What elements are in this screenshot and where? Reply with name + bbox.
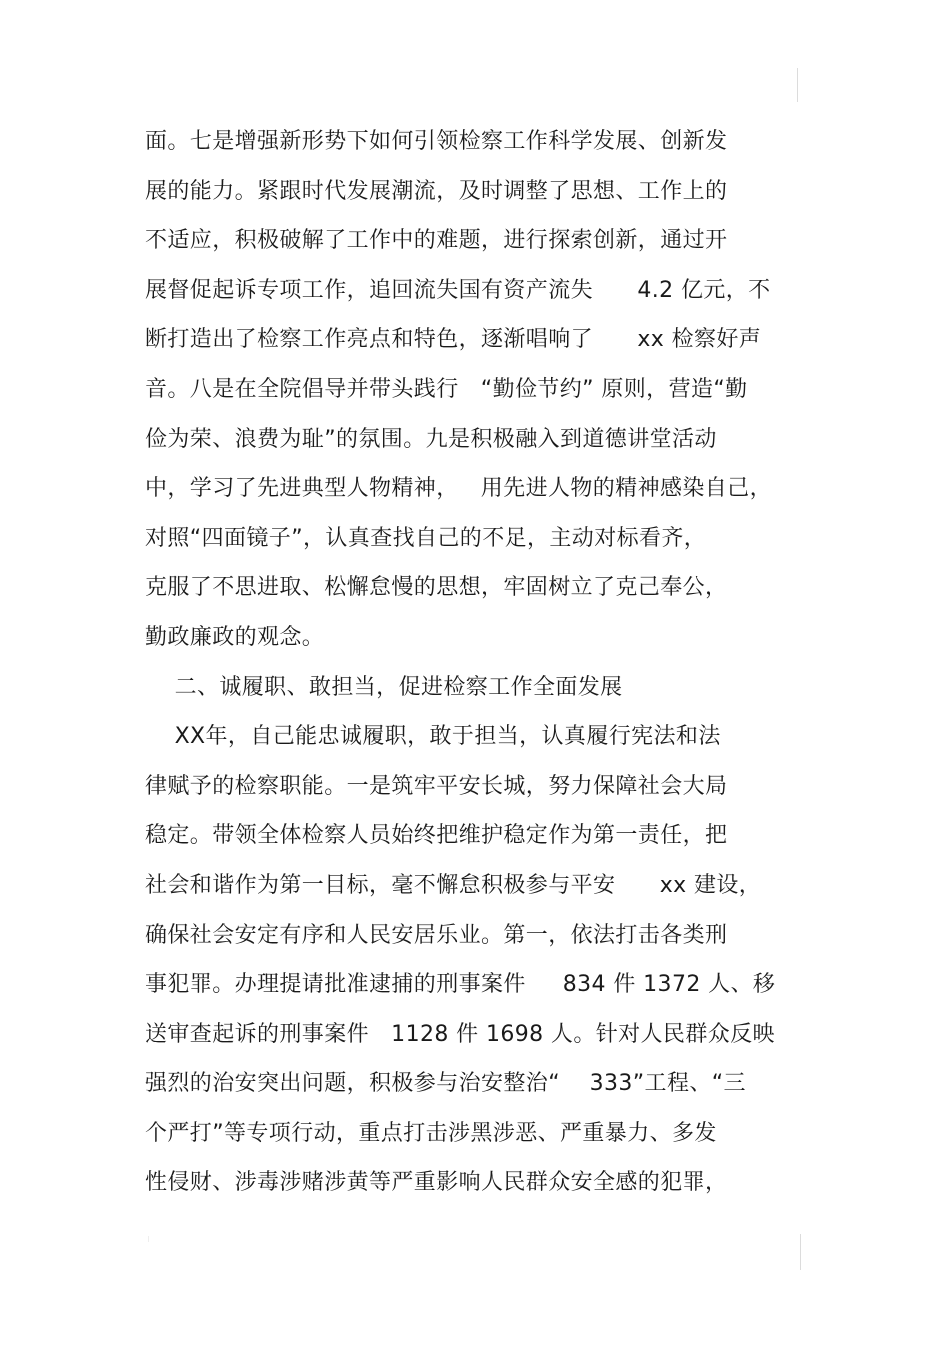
page-edge-mark [148, 1236, 149, 1242]
text-line: 中，学习了先进典型人物精神， 用先进人物的精神感染自己， [145, 476, 772, 502]
text-line: 性侵财、涉毒涉赌涉黄等严重影响人民群众安全感的犯罪， [145, 1170, 728, 1196]
text-line: 稳定。带领全体检察人员始终把维护稳定作为第一责任，把 [145, 823, 728, 849]
text-line: 断打造出了检察工作亮点和特色，逐渐唱响了 xx 检察好声 [145, 327, 762, 353]
text-line: 面。七是增强新形势下如何引领检察工作科学发展、创新发 [145, 129, 728, 154]
page-edge-mark [797, 68, 798, 102]
text-line: 俭为荣、浪费为耻”的氛围。九是积极融入到道德讲堂活动 [145, 426, 717, 452]
text-line: 律赋予的检察职能。一是筑牢平安长城，努力保障社会大局 [145, 773, 728, 799]
text-line: 强烈的治安突出问题，积极参与治安整治“ 333”工程、“三 [145, 1071, 746, 1097]
text-line: 克服了不思进取、松懈怠慢的思想，牢固树立了克己奉公， [145, 575, 728, 601]
page-edge-mark [800, 1234, 801, 1270]
text-line: 展督促起诉专项工作，追回流失国有资产流失 4.2 亿元，不 [145, 277, 771, 303]
text-line: 社会和谐作为第一目标，毫不懈怠积极参与平安 xx 建设， [145, 872, 762, 898]
text-line: 展的能力。紧跟时代发展潮流，及时调整了思想、工作上的 [145, 178, 728, 204]
text-line: 事犯罪。办理提请批准逮捕的刑事案件 834 件 1372 人、移 [145, 972, 776, 998]
body-text [145, 122, 815, 1213]
text-line: 勤政廉政的观念。 [145, 624, 325, 650]
text-line: 个严打”等专项行动，重点打击涉黑涉恶、严重暴力、多发 [145, 1120, 717, 1146]
text-line: XX年，自己能忠诚履职，敢于担当，认真履行宪法和法 [145, 724, 721, 750]
text-line: 音。八是在全院倡导并带头践行 “勤俭节约” 原则，营造“勤 [145, 376, 748, 402]
text-line: 不适应，积极破解了工作中的难题，进行探索创新，通过开 [145, 228, 728, 254]
text-line: 确保社会安定有序和人民安居乐业。第一，依法打击各类刑 [145, 922, 728, 948]
section-heading: 二、诚履职、敢担当，促进检察工作全面发展 [145, 674, 623, 700]
text-line: 送审查起诉的刑事案件 1128 件 1698 人。针对人民群众反映 [145, 1021, 775, 1047]
text-line: 对照“四面镜子”，认真查找自己的不足，主动对标看齐， [145, 525, 707, 551]
